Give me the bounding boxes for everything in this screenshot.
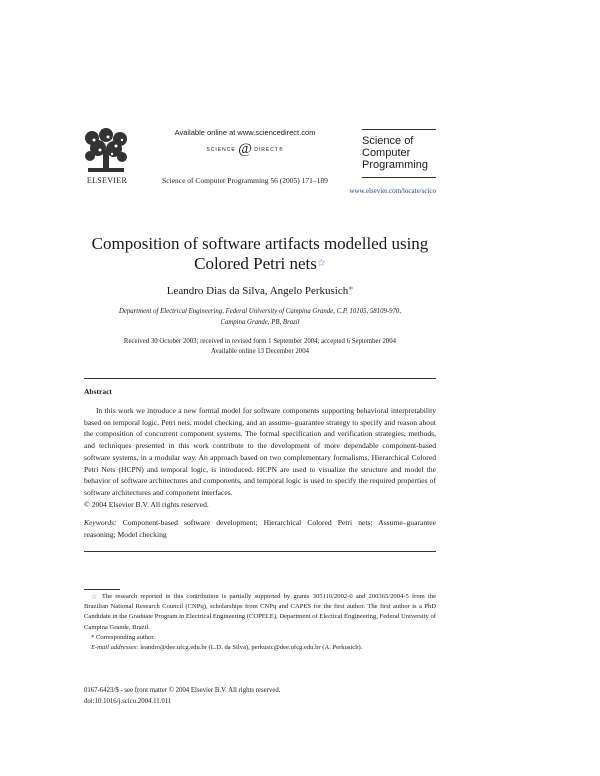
title-line: Colored Petri nets (194, 254, 317, 273)
divider (84, 551, 436, 552)
received-dates: Received 30 October 2003; received in revised form 1 September 2004; accepted 6 September 2004 (123, 338, 397, 345)
issn: 0167-6423/$ - see front matter © 2004 Elsevier B.V. All rights reserved. (84, 687, 281, 694)
publisher-name: ELSEVIER (86, 176, 128, 185)
journal-name-line: Programming (362, 159, 429, 171)
abstract-copyright: © 2004 Elsevier B.V. All rights reserved. (84, 499, 209, 509)
title-footnote-mark[interactable]: ☆ (316, 258, 326, 269)
abstract-text: In this work we introduce a new formal model for software components supporting behavioral interpretability based on temporal logic, Petri nets, model checking, and an assume–guarantee strategy to specify and reason about the composition of concurrent component systems. The formal specification and verification strategies, methods, and techniques presented in this work contribute to the development of more dependable component-based software systems, in a modular way. An approach based on two complementary formalisms, Hierarchical Colored Petri Nets (HCPN) and temporal logic, is introduced. HCPN are used to visualize the structure and model the behavior of software architectures and components, and temporal logic is used to specify the required properties of software architectures and component interfaces. (84, 406, 436, 497)
journal-reference: Science of Computer Programming 56 (2005) 171–189 (162, 176, 328, 185)
keywords (84, 517, 436, 540)
available-online: Available online at www.sciencedirect.com (174, 128, 316, 137)
email-addresses[interactable]: leandro@dee.ufcg.edu.br (L.D. da Silva), perkusic@dee.ufcg.edu.br (A. Perkusich). (138, 644, 363, 652)
authors (84, 285, 436, 297)
affiliation-line: Department of Electrical Engineering, Federal University of Campina Grande, C.P. 10105, 58109-970, (118, 308, 402, 315)
journal-name (362, 129, 436, 178)
sd-left: SCIENCE (206, 146, 236, 153)
issn-info (84, 686, 436, 707)
paper-title (84, 234, 436, 274)
author-names: Leandro Dias da Silva, Angelo Perkusich (166, 285, 349, 297)
article-dates (84, 337, 436, 357)
author-footnote-mark[interactable]: * (348, 285, 354, 296)
sciencedirect-logo (140, 141, 350, 158)
affiliation (84, 306, 436, 328)
sd-right: DIRECT® (254, 146, 284, 153)
footnotes (84, 592, 436, 653)
corresponding-author: * Corresponding author. (91, 633, 155, 641)
journal-name-line: Computer (362, 147, 411, 159)
email-label: E-mail addresses: (91, 644, 139, 652)
keywords-label: Keywords: (84, 518, 117, 527)
title-line: Composition of software artifacts modelled using (91, 234, 429, 253)
divider (84, 378, 436, 379)
funding-mark: ☆ (91, 593, 99, 601)
available-date: Available online 13 December 2004 (210, 348, 310, 355)
doi[interactable]: doi:10.1016/j.scico.2004.11.011 (84, 697, 172, 705)
footnote-rule (84, 589, 120, 590)
abstract-heading: Abstract (84, 387, 112, 396)
affiliation-line: Campina Grande, PB, Brazil (220, 319, 300, 326)
journal-name-line: Science of (362, 135, 414, 147)
elsevier-tree-logo (82, 128, 130, 174)
abstract (84, 405, 436, 510)
journal-url-link[interactable]: www.elsevier.com/locate/scico (349, 187, 436, 195)
funding-note: The research reported in this contribution is partially supported by grants 305110/2002-0 and 200365/2004-5 from the Brazilian National Research Council (CNPq), scholarships from CNPq and CAPES for the first author. The first author is a PhD Candidate in the Graduate Program in Electrical Engineering (COPELE), Department of Electical Engineering, Federal University of Campina Grande, Brazil. (84, 593, 436, 631)
sd-at-icon: @ (238, 141, 252, 157)
keywords-text: Component-based software development; Hierarchical Colored Petri nets; Assume–guarantee reasoning; Model checking (84, 518, 436, 539)
